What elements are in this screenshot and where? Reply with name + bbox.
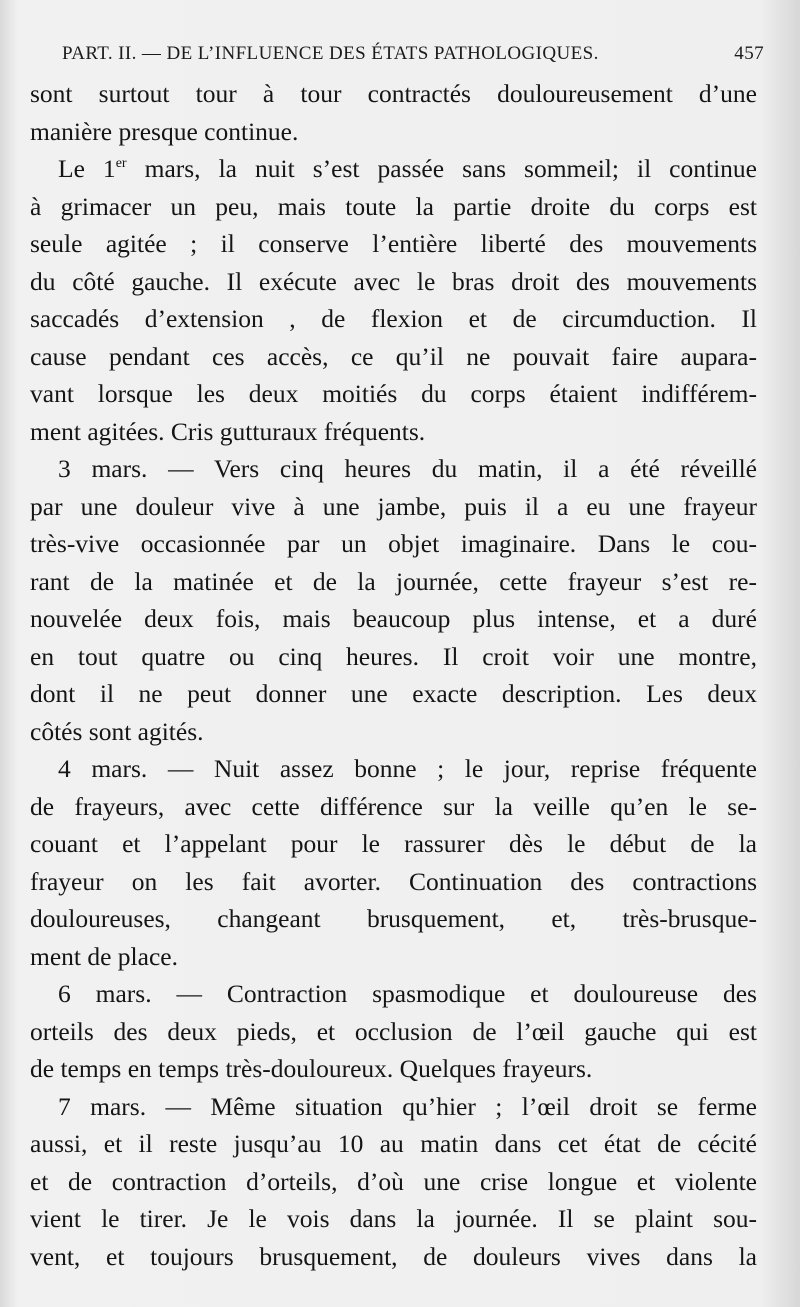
text-line: aussi, et il reste jusqu’au 10 au matin dans cet état de cécité	[30, 1129, 757, 1158]
body-text	[30, 75, 757, 1275]
text-line: seule agitée ; il conserve l’entière liberté des mouvements	[30, 229, 757, 258]
text-line: de frayeurs, avec cette différence sur la veille qu’en le se-	[30, 791, 757, 821]
text-line: côtés sont agités.	[30, 716, 204, 746]
text-segment: Le 1	[58, 154, 116, 183]
text-line: vient le tirer. Je le vois dans la journée. Il se plaint sou-	[30, 1204, 757, 1233]
text-line: dont il ne peut donner une exacte description. Les deux	[30, 679, 757, 708]
text-line: et de contraction d’orteils, d’où une crise longue et violente	[30, 1166, 757, 1196]
text-line: 3 mars. — Vers cinq heures du matin, il a été réveillé	[58, 454, 757, 483]
page-header	[62, 34, 764, 74]
text-line: 7 mars. — Même situation qu’hier ; l’œil droit se ferme	[58, 1091, 757, 1121]
text-line	[30, 150, 757, 188]
text-line: très-vive occasionnée par un objet imaginaire. Dans le cou-	[30, 529, 757, 558]
text-segment: mars, la nuit s’est passée sans sommeil; il continue	[126, 154, 757, 183]
text-line: nouvelée deux fois, mais beaucoup plus intense, et a duré	[30, 604, 757, 633]
text-line: vent, et toujours brusquement, de douleurs vives dans la	[30, 1241, 757, 1271]
text-line: frayeur on les fait avorter. Continuation des contractions	[30, 866, 757, 896]
text-line: vant lorsque les deux moitiés du corps étaient indifférem-	[30, 379, 757, 408]
running-title: PART. II. — DE L’INFLUENCE DES ÉTATS PATHOLOGIQUES.	[62, 43, 599, 64]
text-line: de temps en temps très-douloureux. Quelques frayeurs.	[30, 1054, 593, 1083]
text-line: manière presque continue.	[30, 116, 299, 146]
page-number: 457	[734, 43, 764, 64]
text-line: sont surtout tour à tour contractés douloureusement d’une	[30, 79, 757, 108]
text-line: orteils des deux pieds, et occlusion de l’œil gauche qui est	[30, 1016, 757, 1046]
text-line: à grimacer un peu, mais toute la partie droite du corps est	[30, 191, 757, 221]
superscript: er	[115, 156, 127, 171]
text-line: en tout quatre ou cinq heures. Il croit voir une montre,	[30, 641, 757, 671]
text-line: saccadés d’extension , de flexion et de circumduction. Il	[30, 304, 757, 333]
text-line: par une douleur vive à une jambe, puis il a eu une frayeur	[30, 491, 757, 521]
text-line: couant et l’appelant pour le rassurer dès le début de la	[30, 829, 757, 858]
text-line: du côté gauche. Il exécute avec le bras droit des mouvements	[30, 266, 757, 296]
text-line: 4 mars. — Nuit assez bonne ; le jour, reprise fréquente	[58, 754, 757, 783]
text-line: cause pendant ces accès, ce qu’il ne pouvait faire aupara-	[30, 341, 757, 371]
text-line: ment de place.	[30, 941, 178, 971]
text-line: douloureuses, changeant brusquement, et, très-brusque-	[30, 904, 757, 933]
text-line: 6 mars. — Contraction spasmodique et douloureuse des	[58, 979, 757, 1008]
text-line: rant de la matinée et de la journée, cette frayeur s’est re-	[30, 566, 757, 596]
text-line: ment agitées. Cris gutturaux fréquents.	[30, 416, 426, 446]
